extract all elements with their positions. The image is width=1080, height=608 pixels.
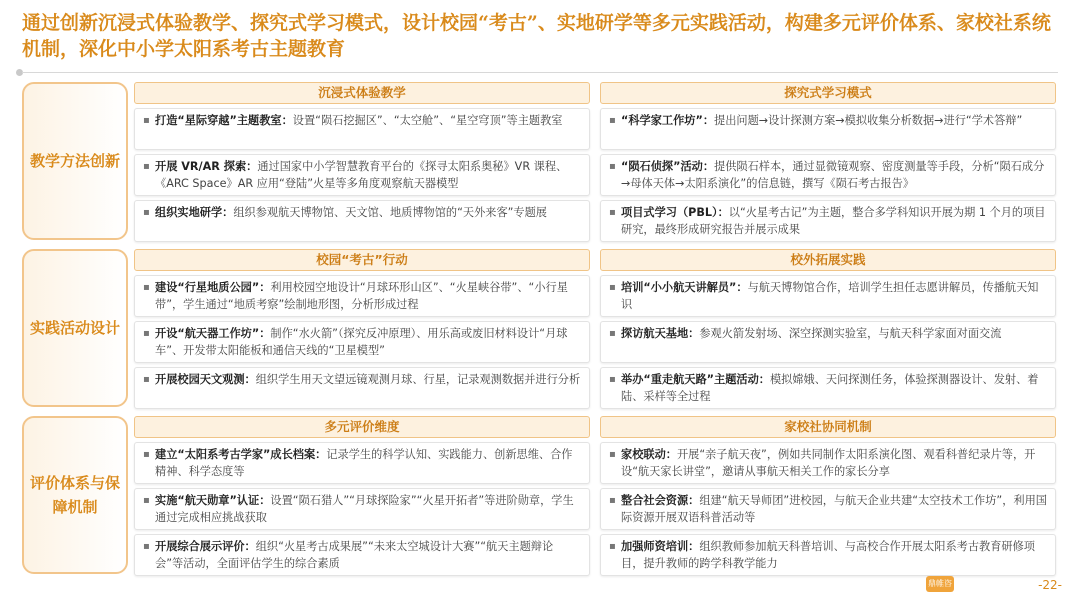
item-heading: 开展综合展示评价： (155, 540, 256, 553)
item-text: 模拟嫦娥、天问探测任务，体验探测器设计、发射、着陆、采样等全过程 (621, 373, 1039, 403)
item-text: 与航天博物馆合作，培训学生担任志愿讲解员，传播航天知识 (621, 281, 1039, 311)
list-item (600, 442, 1056, 484)
list-item (134, 442, 590, 484)
item-text: 记录学生的科学认知、实践能力、创新思维、合作精神、科学态度等 (155, 448, 573, 478)
item-heading: 项目式学习（PBL）： (621, 206, 729, 219)
title-divider (22, 72, 1058, 73)
page-number: -22- (1038, 578, 1062, 592)
item-text: 制作“水火箭”（探究反冲原理）、用乐高或废旧材料设计“月球车”、开发带太阳能板和通信天线的“卫星模型” (155, 327, 568, 357)
section-label: 实践活动设计 (22, 249, 128, 407)
column-header: 沉浸式体验教学 (134, 82, 590, 104)
item-heading: 加强师资培训： (621, 540, 700, 553)
bullet-icon: ▪ (143, 115, 150, 126)
item-heading: “科学家工作坊”： (621, 114, 715, 127)
bullet-icon: ▪ (143, 449, 150, 460)
bullet-icon: ▪ (143, 161, 150, 172)
list-item (134, 367, 590, 409)
item-heading: 建立“太阳系考古学家”成长档案： (155, 448, 327, 461)
brand-logo: 鼎帷咨询 (926, 576, 954, 592)
bullet-icon: ▪ (143, 374, 150, 385)
left-column (134, 249, 590, 409)
item-heading: 实施“航天勋章”认证： (155, 494, 271, 507)
item-heading: 建设“行星地质公园”： (155, 281, 271, 294)
list-item (134, 321, 590, 363)
bullet-icon: ▪ (609, 115, 616, 126)
item-text: 组建“航天导师团”进校园，与航天企业共建“太空技术工作坊”，利用国际资源开展双语科普活动等 (621, 494, 1047, 524)
section (22, 82, 1058, 240)
list-item (134, 108, 590, 150)
list-item (134, 275, 590, 317)
item-heading: 家校联动： (621, 448, 677, 461)
bullet-icon: ▪ (143, 282, 150, 293)
item-heading: 举办“重走航天路”主题活动： (621, 373, 770, 386)
bullet-icon: ▪ (609, 449, 616, 460)
list-item (134, 200, 590, 242)
bullet-icon: ▪ (609, 328, 616, 339)
item-text: 开展“亲子航天夜”，例如共同制作太阳系演化图、观看科普纪录片等，开设“航天家长讲堂”，邀请从事航天相关工作的家长分享 (621, 448, 1036, 478)
item-heading: 开展校园天文观测： (155, 373, 256, 386)
list-item (134, 154, 590, 196)
list-item (600, 275, 1056, 317)
right-column (600, 249, 1056, 409)
item-heading: 培训“小小航天讲解员”： (621, 281, 748, 294)
column-header: 探究式学习模式 (600, 82, 1056, 104)
bullet-icon: ▪ (609, 495, 616, 506)
list-item (600, 321, 1056, 363)
bullet-icon: ▪ (609, 541, 616, 552)
item-heading: 整合社会资源： (621, 494, 700, 507)
list-item (600, 200, 1056, 242)
column-header: 校外拓展实践 (600, 249, 1056, 271)
section-label: 教学方法创新 (22, 82, 128, 240)
list-item (600, 367, 1056, 409)
item-text: 提出问题→设计探测方案→模拟收集分析数据→进行“学术答辩” (714, 114, 1023, 127)
bullet-icon: ▪ (143, 495, 150, 506)
list-item (600, 154, 1056, 196)
bullet-icon: ▪ (143, 328, 150, 339)
item-heading: 探访航天基地： (621, 327, 700, 340)
left-column (134, 82, 590, 242)
bullet-icon: ▪ (609, 282, 616, 293)
section-label: 评价体系与保障机制 (22, 416, 128, 574)
list-item (134, 534, 590, 576)
item-text: 设置“陨石猎人”“月球探险家”“火星开拓者”等进阶勋章，学生通过完成相应挑战获取 (155, 494, 574, 524)
section (22, 249, 1058, 407)
item-text: 组织“火星考古成果展”“未来太空城设计大赛”“航天主题辩论会”等活动，全面评估学生的综合素质 (155, 540, 554, 570)
bullet-icon: ▪ (143, 207, 150, 218)
item-text: 利用校园空地设计“月球环形山区”、“火星峡谷带”、“小行星带”，学生通过“地质考察”绘制地形图，分析形成过程 (155, 281, 568, 311)
column-header: 多元评价维度 (134, 416, 590, 438)
bullet-icon: ▪ (609, 374, 616, 385)
bullet-icon: ▪ (143, 541, 150, 552)
item-text: 组织教师参加航天科普培训、与高校合作开展太阳系考古教育研修项目，提升教师的跨学科教学能力 (621, 540, 1035, 570)
list-item (600, 488, 1056, 530)
left-column (134, 416, 590, 576)
item-text: 设置“陨石挖掘区”、“太空舱”、“星空穹顶”等主题教室 (292, 114, 563, 127)
item-text: 以“火星考古记”为主题，整合多学科知识开展为期 1 个月的项目研究，最终形成研究报告并展示成果 (621, 206, 1046, 236)
list-item (600, 108, 1056, 150)
bullet-icon: ▪ (609, 207, 616, 218)
item-heading: 组织实地研学： (155, 206, 234, 219)
item-heading: 开设“航天器工作坊”： (155, 327, 271, 340)
item-heading: 打造“星际穿越”主题教室： (155, 114, 293, 127)
right-column (600, 82, 1056, 242)
item-text: 提供陨石样本，通过显微镜观察、密度测量等手段，分析“陨石成分→母体天体→太阳系演化”的信息链，撰写《陨石考古报告》 (621, 160, 1045, 190)
list-item (134, 488, 590, 530)
right-column (600, 416, 1056, 576)
list-item (600, 534, 1056, 576)
bullet-icon: ▪ (609, 161, 616, 172)
item-text: 组织参观航天博物馆、天文馆、地质博物馆的“天外来客”专题展 (233, 206, 547, 219)
item-text: 组织学生用天文望远镜观测月球、行星，记录观测数据并进行分析 (255, 373, 581, 386)
item-heading: 开展 VR/AR 探索： (155, 160, 258, 173)
page-title: 通过创新沉浸式体验教学、探究式学习模式，设计校园“考古”、实地研学等多元实践活动，构建多元评价体系、家校社系统机制，深化中小学太阳系考古主题教育 (22, 12, 1051, 60)
item-text: 参观火箭发射场、深空探测实验室，与航天科学家面对面交流 (699, 327, 1002, 340)
column-header: 校园“考古”行动 (134, 249, 590, 271)
section (22, 416, 1058, 574)
item-heading: “陨石侦探”活动： (621, 160, 715, 173)
column-header: 家校社协同机制 (600, 416, 1056, 438)
item-text: 通过国家中小学智慧教育平台的《探寻太阳系奥秘》VR 课程、《ARC Space》AR 应用“登陆”火星等多角度观察航天器模型 (155, 160, 568, 190)
